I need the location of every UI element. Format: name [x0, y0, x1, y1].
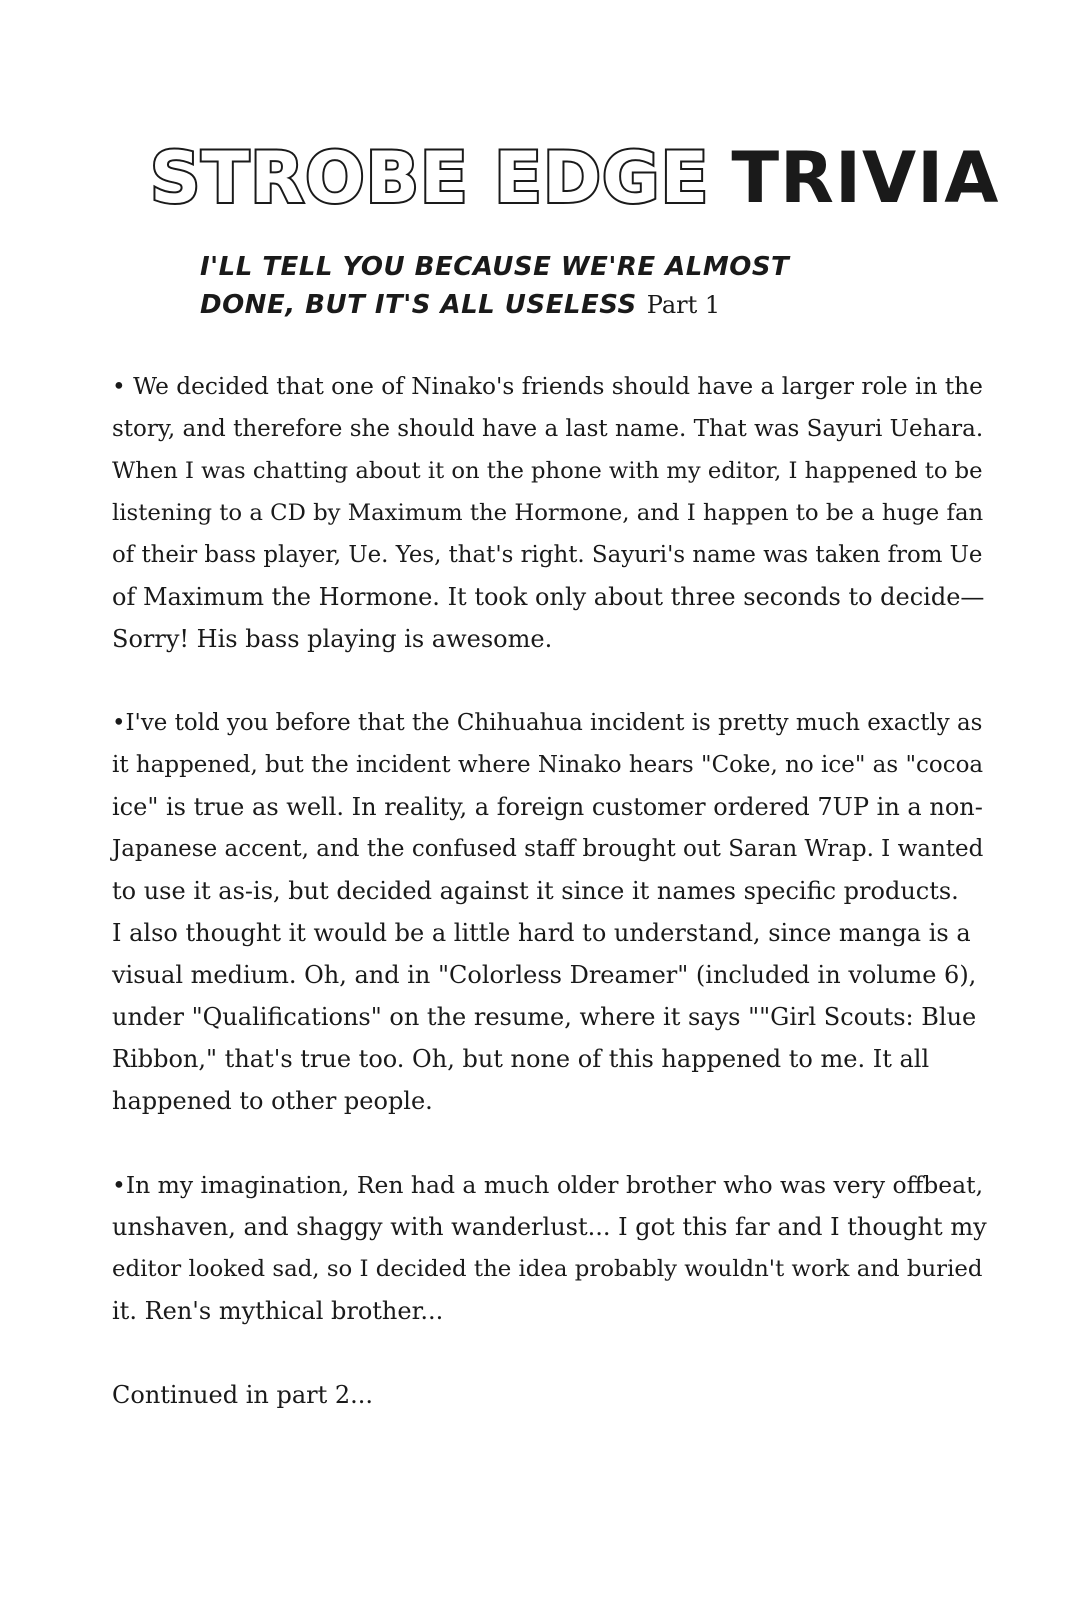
paragraph-line: •I've told you before that the Chihuahua incident is pretty much exactly as [112, 710, 983, 736]
subtitle-part-label: Part 1 [646, 291, 721, 319]
subtitle-line-2 [200, 286, 920, 324]
paragraph-line: story, and therefore she should have a last name. That was Sayuri Uehara. [112, 416, 984, 442]
paragraph-line: unshaven, and shaggy with wanderlust... I got this far and I thought my [112, 1213, 987, 1241]
continued-note: Continued in part 2... [112, 1381, 374, 1409]
paragraph-line: visual medium. Oh, and in "Colorless Dreamer" (included in volume 6), [112, 961, 977, 989]
paragraph-line: happened to other people. [112, 1087, 433, 1115]
subtitle-line-1: I'LL TELL YOU BECAUSE WE'RE ALMOST [200, 252, 790, 282]
paragraph-line: When I was chatting about it on the phone with my editor, I happened to be [112, 458, 983, 484]
paragraph-line: Ribbon," that's true too. Oh, but none of this happened to me. It all [112, 1045, 930, 1073]
paragraph-line: • We decided that one of Ninako's friends should have a larger role in the [112, 373, 983, 400]
paragraph-line: Sorry! His bass playing is awesome. [112, 625, 553, 653]
subtitle-line-2-text: DONE, BUT IT'S ALL USELESS [200, 290, 637, 320]
paragraph-line: under "Qualifications" on the resume, where it says ""Girl Scouts: Blue [112, 1003, 977, 1031]
trivia-paragraph-2 [112, 702, 992, 1122]
trivia-paragraph-3 [112, 1164, 992, 1332]
paragraph-line: •In my imagination, Ren had a much older brother who was very offbeat, [112, 1171, 984, 1199]
paragraph-line: editor looked sad, so I decided the idea probably wouldn't work and buried [112, 1256, 983, 1282]
paragraph-line: listening to a CD by Maximum the Hormone, and I happen to be a huge fan [112, 500, 984, 526]
title-outline-text: STROBE EDGE [150, 137, 710, 219]
paragraph-line: of Maximum the Hormone. It took only about three seconds to decide— [112, 583, 985, 611]
paragraph-line: it happened, but the incident where Ninako hears "Coke, no ice" as "cocoa [112, 752, 984, 778]
paragraph-line: it. Ren's mythical brother... [112, 1297, 444, 1325]
page-title [150, 128, 1000, 228]
paragraph-line: ice" is true as well. In reality, a foreign customer ordered 7UP in a non- [112, 793, 983, 821]
trivia-body [112, 366, 992, 1416]
trivia-paragraph-1 [112, 366, 992, 660]
title-solid-text: TRIVIA [731, 137, 1000, 219]
paragraph-line: Japanese accent, and the confused staff brought out Saran Wrap. I wanted [112, 836, 984, 862]
paragraph-line: I also thought it would be a little hard to understand, since manga is a [112, 919, 971, 947]
paragraph-line: to use it as-is, but decided against it since it names specific products. [112, 877, 959, 905]
page-subtitle [200, 248, 920, 324]
paragraph-line: of their bass player, Ue. Yes, that's right. Sayuri's name was taken from Ue [112, 542, 983, 568]
